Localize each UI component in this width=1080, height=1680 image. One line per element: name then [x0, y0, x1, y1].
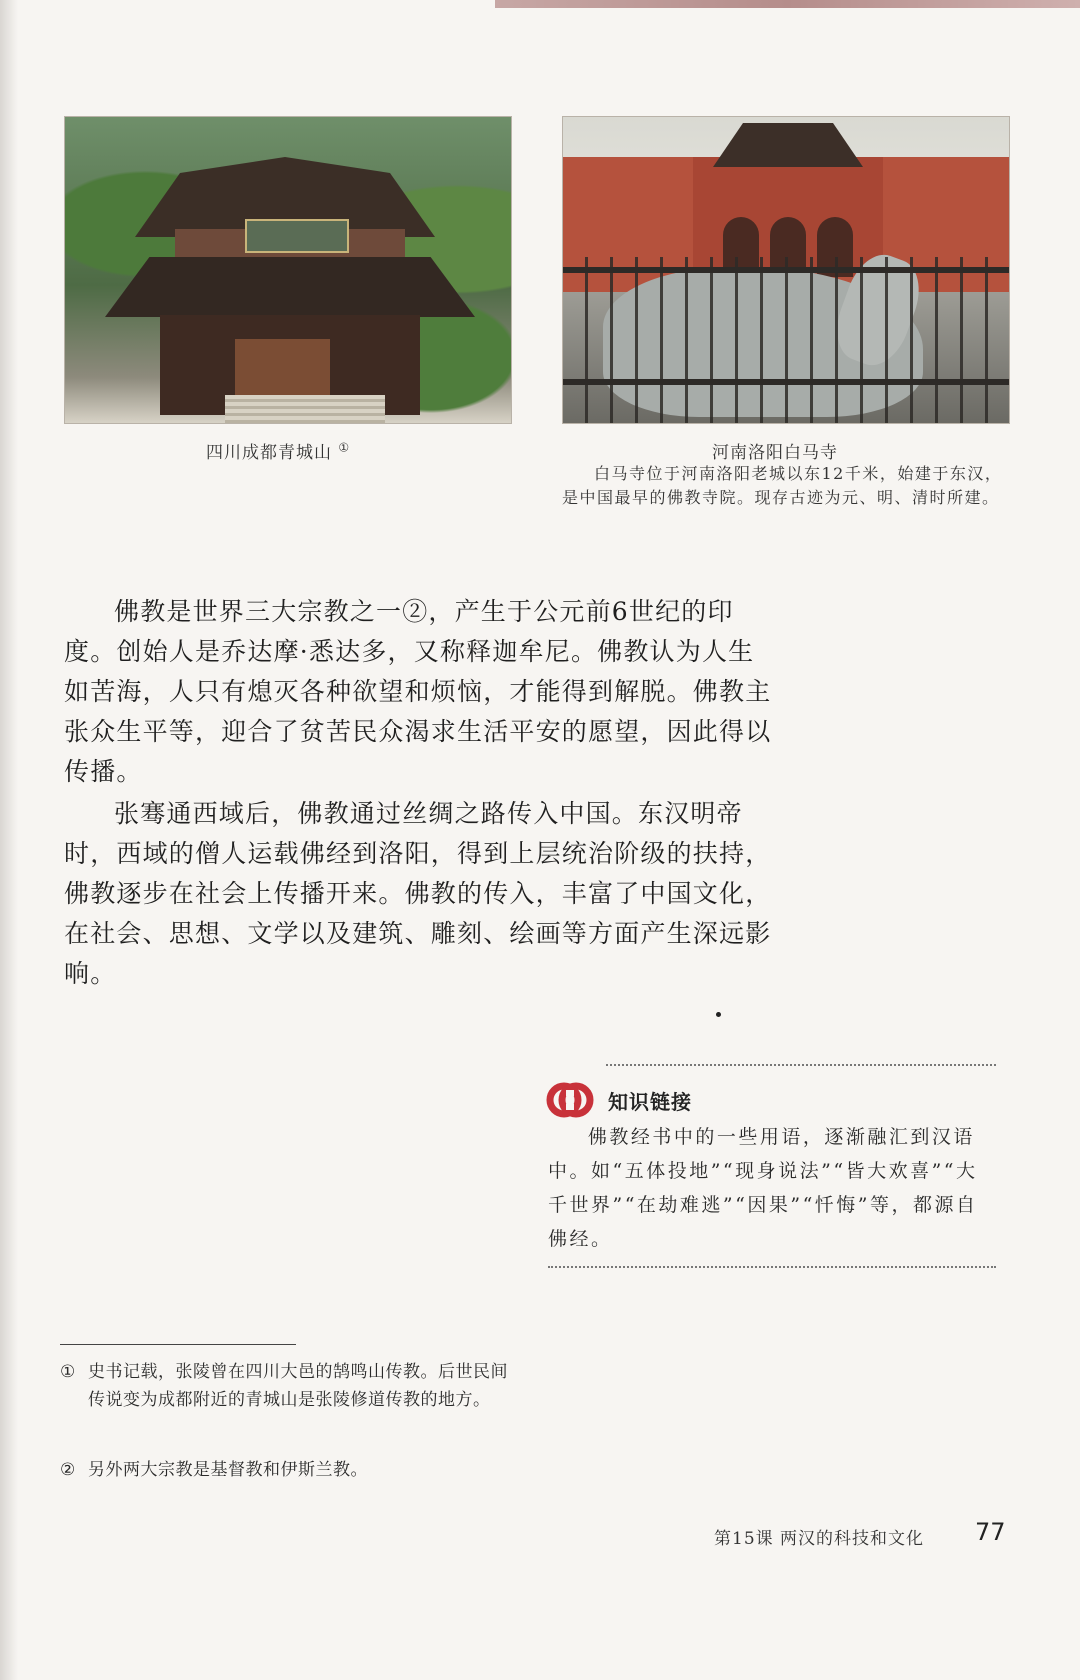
- page-edge: [0, 0, 18, 1680]
- knowledge-link-title: 知识链接: [608, 1090, 692, 1114]
- running-footer: 第15课 两汉的科技和文化: [714, 1529, 925, 1549]
- main-text: [64, 592, 774, 996]
- paragraph: 张骞通西域后，佛教通过丝绸之路传入中国。东汉明帝时，西域的僧人运载佛经到洛阳，得到上层统治阶级的扶持，佛教逐步在社会上传播开来。佛教的传入，丰富了中国文化，在社会、思想、文学以及建筑、雕刻、绘画等方面产生深远影响。: [64, 799, 772, 988]
- footnote-ref: ①: [338, 440, 351, 455]
- photo-baima-temple: [562, 116, 1010, 424]
- footnote-2: [60, 1456, 530, 1484]
- photo-caption-right: 河南洛阳白马寺: [712, 443, 838, 463]
- caption-text: 四川成都青城山: [206, 443, 332, 463]
- footnote-rule: [60, 1344, 296, 1345]
- dotted-divider: [548, 1266, 996, 1268]
- photo-description: [562, 462, 1008, 510]
- description-text: 白马寺位于河南洛阳老城以东12千米，始建于东汉，是中国最早的佛教寺院。现存古迹为元、明、清时所建。: [562, 464, 1003, 507]
- top-decor-strip: [495, 0, 1080, 8]
- page-number: 77: [975, 1518, 1006, 1546]
- photo-qingcheng-mountain: [64, 116, 512, 424]
- footnote-1: [60, 1358, 530, 1414]
- knowledge-link-box: [548, 1064, 996, 1250]
- knowledge-link-text: [548, 1120, 996, 1256]
- footnote-text: 史书记载，张陵曾在四川大邑的鹄鸣山传教。后世民间传说变为成都附近的青城山是张陵修道传教的地方。: [88, 1362, 508, 1410]
- footnote-number: ①: [60, 1362, 76, 1382]
- dotted-divider: [606, 1064, 996, 1066]
- footnote-text: 另外两大宗教是基督教和伊斯兰教。: [88, 1460, 368, 1480]
- photo-caption-left: [206, 438, 350, 463]
- paragraph: 佛教是世界三大宗教之一②，产生于公元前6世纪的印度。创始人是乔达摩·悉达多，又称释迦牟尼。佛教认为人生如苦海，人只有熄灭各种欲望和烦恼，才能得到解脱。佛教主张众生平等，迎合了贫苦民众渴求生活平安的愿望，因此得以传播。: [64, 597, 772, 786]
- footnote-number: ②: [60, 1460, 76, 1480]
- knowledge-link-paragraph: 佛教经书中的一些用语，逐渐融汇到汉语中。如“五体投地”“现身说法”“皆大欢喜”“大千世界”“在劫难逃”“因果”“忏悔”等，都源自佛经。: [548, 1126, 978, 1250]
- dot-mark: [716, 1012, 721, 1017]
